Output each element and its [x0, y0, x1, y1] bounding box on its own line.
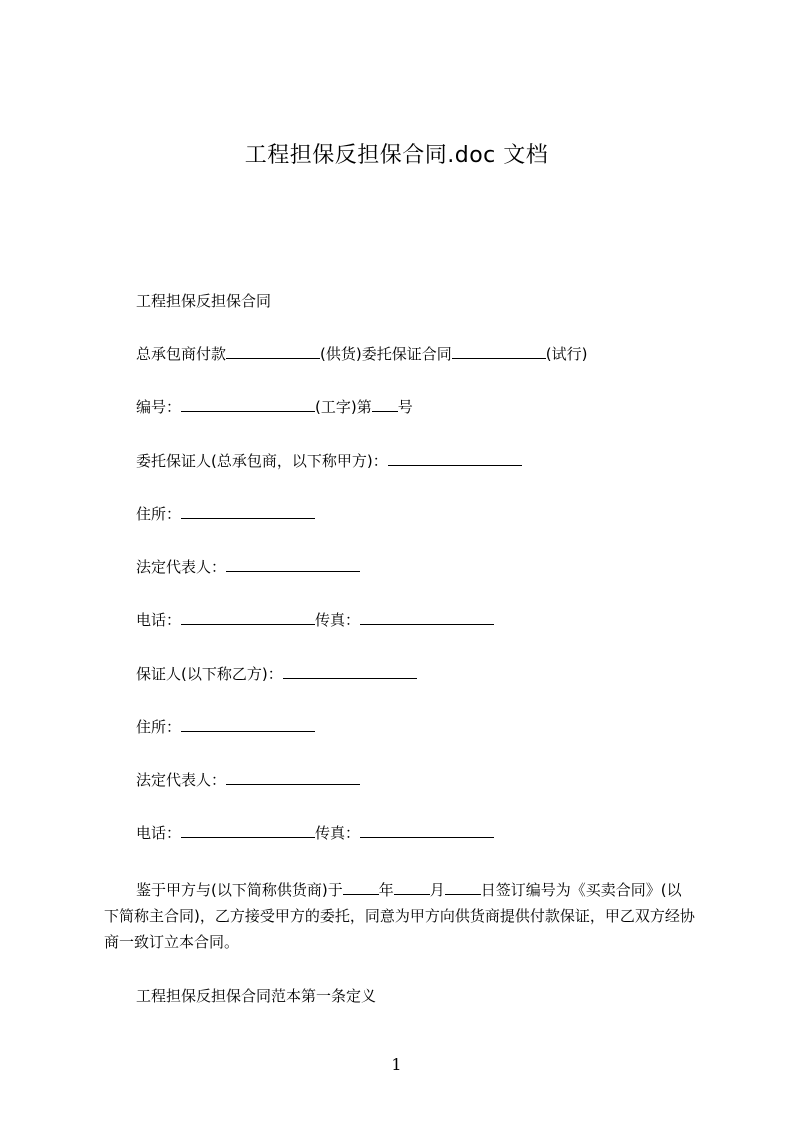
- blank-field: [181, 822, 315, 838]
- preamble-part-1: 鉴于甲方与(以下简称供货商)于: [136, 881, 343, 899]
- blank-field: [452, 343, 546, 359]
- party-b-label: 保证人(以下称乙方)：: [136, 665, 283, 683]
- address-label: 住所：: [136, 505, 182, 523]
- contract-number-line: [136, 396, 413, 418]
- blank-field: [388, 450, 522, 466]
- blank-field: [226, 343, 320, 359]
- blank-field: [181, 503, 315, 519]
- number-mid: (工字)第: [315, 398, 372, 416]
- phone-label: 电话：: [136, 824, 182, 842]
- party-a-representative-line: [136, 556, 360, 578]
- blank-field: [445, 879, 481, 895]
- party-b-line: [136, 663, 417, 685]
- address-label: 住所：: [136, 718, 182, 736]
- blank-field: [343, 879, 379, 895]
- representative-label: 法定代表人：: [136, 771, 227, 789]
- blank-field: [181, 396, 315, 412]
- subtitle-part-2: (供货)委托保证合同: [320, 345, 452, 363]
- fax-label: 传真：: [315, 611, 361, 629]
- blank-field: [360, 822, 494, 838]
- blank-field: [283, 663, 417, 679]
- number-suffix: 号: [397, 398, 413, 416]
- fax-label: 传真：: [315, 824, 361, 842]
- blank-field: [360, 609, 494, 625]
- party-a-contact-line: [136, 609, 494, 631]
- document-title: 工程担保反担保合同.doc 文档: [244, 143, 549, 168]
- party-a-line: [136, 450, 522, 472]
- section-heading: 工程担保反担保合同范本第一条定义: [136, 987, 377, 1005]
- blank-field: [181, 716, 315, 732]
- number-label: 编号：: [136, 398, 182, 416]
- party-b-representative-line: [136, 769, 360, 791]
- preamble-part-2: 日签订编号为《买卖合同》(以下简称主合同)，乙方接受甲方的委托，同意为甲方向供货商提供付款保证，甲乙双方经协商一致订立本合同。: [104, 881, 695, 951]
- preamble-paragraph: [104, 877, 696, 955]
- preamble-year: 年: [378, 881, 394, 899]
- party-a-address-line: [136, 503, 315, 525]
- blank-field: [394, 879, 430, 895]
- phone-label: 电话：: [136, 611, 182, 629]
- contract-subtitle-line: [136, 343, 587, 365]
- subtitle-part-3: (试行): [545, 345, 588, 363]
- preamble-month: 月: [429, 881, 445, 899]
- blank-field: [226, 769, 360, 785]
- representative-label: 法定代表人：: [136, 558, 227, 576]
- subtitle-part-1: 总承包商付款: [136, 345, 227, 363]
- blank-field: [181, 609, 315, 625]
- contract-heading: 工程担保反担保合同: [136, 292, 272, 310]
- blank-field: [372, 396, 398, 412]
- page-number: 1: [391, 1055, 402, 1074]
- party-b-address-line: [136, 716, 315, 738]
- party-b-contact-line: [136, 822, 494, 844]
- party-a-label: 委托保证人(总承包商，以下称甲方)：: [136, 452, 388, 470]
- blank-field: [226, 556, 360, 572]
